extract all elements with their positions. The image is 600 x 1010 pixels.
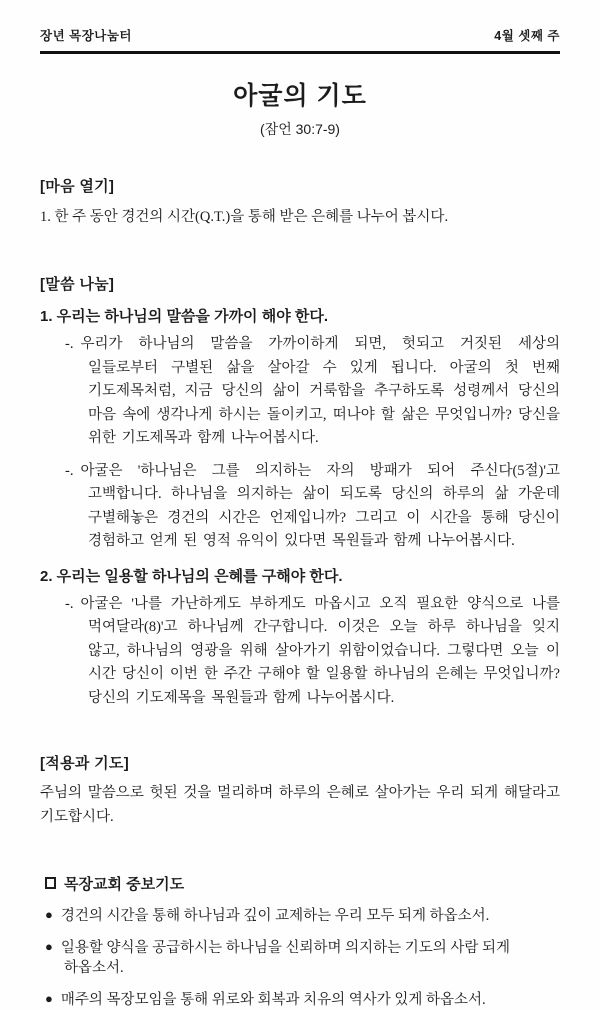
prayer-item-text: 경건의 시간을 통해 하나님과 깊이 교제하는 우리 모두 되게 하옵소서. [60,908,490,924]
point-paragraph [65,460,560,554]
intercession-heading [45,873,560,894]
point-paragraph [65,593,560,711]
dash-marker: -. [65,336,74,352]
mind-opening-item: 1. 한 주 동안 경건의 시간(Q.T.)을 통해 받은 은혜를 나누어 봅시다. [40,209,449,225]
header-right-label: 4월 셋째 주 [494,29,560,43]
title-block [40,76,560,139]
section-heading-application: [적용과 기도] [40,755,130,772]
paragraph-text: 아굴은 '나를 가난하게도 부하게도 마옵시고 오직 필요한 양식으로 나를 먹여달라(8)'고 하나님께 간구합니다. 이것은 오늘 하루 하나님을 잊지 않고, 하나님의 영광을 위해 살아가기 위함이었습니다. 그렇다면 오늘 이 시간 당신이 이번 한 주간 구해야 할 일용할 하나님의 은혜는 무엇입니까? 당신의 기도제목을 목원들과 함께 나누어봅시다. [80,595,560,706]
application-body: 주님의 말씀으로 헛된 것을 멀리하며 하루의 은혜로 살아가는 우리 되게 해달라고 기도합시다. [40,785,560,825]
paragraph-text: 아굴은 '하나님은 그를 의지하는 자의 방패가 되어 주신다(5절)'고 고백합니다. 하나님을 의지하는 삶이 되도록 당신의 하루의 삶 가운데 구별해놓은 경건의 시간은 언제입니까? 그리고 이 시간을 통해 당신이 경험하고 얻게 된 영적 유익이 있다면 목원들과 함께 나누어봅시다. [80,462,560,549]
section-intercession [40,873,560,1010]
prayer-list-item [45,990,560,1010]
intercession-heading-label: 목장교회 중보기도 [64,876,185,893]
prayer-list-item [45,938,560,978]
bullet-icon: ● [45,907,53,922]
prayer-list-item [45,906,560,926]
point-statement: 2. 우리는 일용할 하나님의 은혜를 구해야 한다. [40,567,343,585]
point-statement: 1. 우리는 하나님의 말씀을 가까이 해야 한다. [40,308,329,325]
section-application-prayer [40,752,560,829]
section-heading-word-sharing: [말씀 나눔] [40,276,115,293]
bullet-icon: ● [45,939,53,954]
paragraph-text: 우리가 하나님의 말씀을 가까이하게 되면, 헛되고 거짓된 세상의 일들로부터 구별된 삶을 살아갈 수 있게 됩니다. 아굴의 첫 번째 기도제목처럼, 지금 당신의 삶이 거룩함을 추구하도록 성령께서 당신의 마음 속에 생각나게 하시는 돌이키고, 떠나야 할 삶은 무엇입니까? 당신을 위한 기도제목과 함께 나누어봅시다. [80,336,560,446]
section-mind-opening [40,175,560,229]
bullet-icon: ● [45,991,53,1006]
checkbox-square-icon [45,877,56,889]
dash-marker: -. [65,462,74,479]
scripture-reference: (잠언 30:7-9) [260,121,340,137]
section-heading-mind-opening: [마음 열기] [40,178,115,195]
point-paragraph [65,333,560,451]
prayer-item-text: 매주의 목장모임을 통해 위로와 회복과 치유의 역사가 있게 하옵소서. [60,992,486,1008]
header-left-label: 장년 목장나눔터 [40,29,132,43]
prayer-list [45,906,560,1010]
section-word-sharing [40,273,560,710]
word-point-1 [40,306,560,554]
document-title: 아굴의 기도 [233,82,367,110]
word-point-2 [40,566,560,711]
prayer-item-text: 일용할 양식을 공급하시는 하나님을 신뢰하며 의지하는 기도의 사람 되게 하옵소서. [60,940,511,976]
dash-marker: -. [65,595,74,612]
page-header [40,26,560,54]
